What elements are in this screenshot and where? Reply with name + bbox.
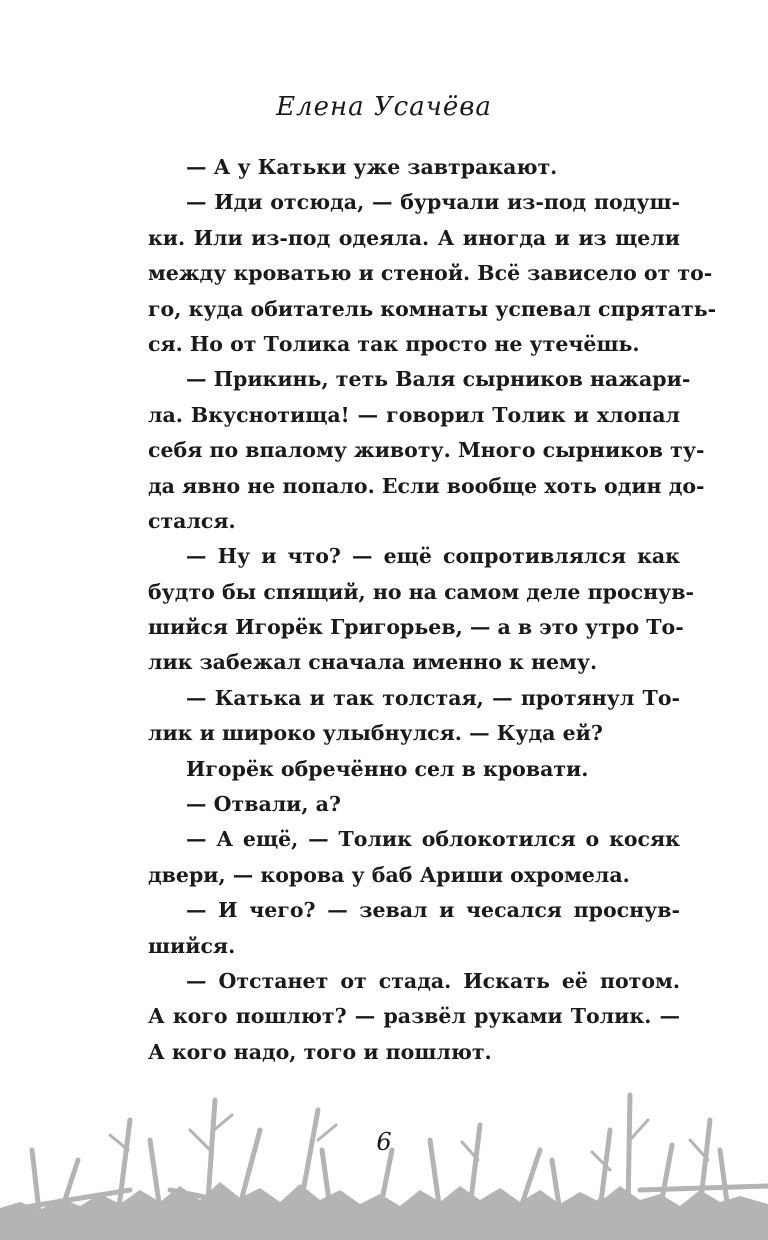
text-line-content: А кого пошлют? — развёл руками Толик. —: [148, 1004, 680, 1029]
text-line: [148, 539, 680, 574]
page-number: 6: [376, 1128, 392, 1156]
text-line-content: ки. Или из-под одеяла. А иногда и из щели: [148, 225, 680, 250]
text-line: [148, 221, 680, 256]
text-line-content: лик забежал сначала именно к нему.: [148, 650, 598, 675]
text-line-content: двери, — корова у баб Ариши охромела.: [148, 862, 630, 887]
text-line: [148, 681, 680, 716]
text-line-content: — Иди отсюда, — бурчали из-под подуш-: [186, 190, 680, 215]
text-line-content: — И чего? — зевал и чесался проснув-: [186, 898, 680, 923]
text-line-content: шийся.: [148, 933, 236, 958]
grass-silhouette-decoration: [0, 1090, 768, 1240]
text-line-content: А кого надо, того и пошлют.: [148, 1039, 492, 1064]
body-text: [148, 150, 717, 1070]
text-line: [148, 787, 680, 822]
text-line: [148, 645, 680, 680]
text-line-content: — Отстанет от стада. Искать её потом.: [186, 968, 680, 993]
text-line-content: ся. Но от Толика так просто не утечёшь.: [148, 331, 640, 356]
text-line-content: — А у Катьки уже завтракают.: [186, 155, 558, 179]
text-line: [148, 185, 680, 220]
text-line-content: стался.: [148, 508, 236, 533]
text-line-content: — Прикинь, теть Валя сырников нажари-: [186, 367, 691, 392]
text-line-content: между кроватью и стеной. Всё зависело от то-: [148, 261, 713, 286]
text-line: [148, 999, 680, 1034]
text-line: [148, 292, 717, 327]
text-line-content: — Ну и что? — ещё сопротивлялся как: [186, 544, 680, 569]
text-line: [148, 398, 680, 433]
text-line: [148, 469, 705, 504]
text-line: [148, 716, 680, 751]
text-line: [148, 929, 680, 964]
text-line-content: лик и широко улыбнулся. — Куда ей?: [148, 721, 603, 746]
text-line-content: себя по впалому животу. Много сырников ту-: [148, 438, 705, 463]
text-line: [148, 327, 680, 362]
text-line: [148, 893, 680, 928]
text-line: [148, 362, 691, 397]
text-line: [148, 1035, 680, 1070]
text-line-content: — А ещё, — Толик облокотился о косяк: [186, 827, 680, 852]
text-line: [148, 964, 680, 999]
text-line: [148, 433, 705, 468]
text-line: [148, 150, 680, 185]
text-line-content: будто бы спящий, но на самом деле проснув-: [148, 579, 694, 604]
text-line: [148, 504, 680, 539]
text-line-content: да явно не попало. Если вообще хоть один до-: [148, 473, 705, 498]
text-line: [148, 610, 684, 645]
text-line: [148, 575, 694, 610]
text-line-content: — Катька и так толстая, — протянул То-: [186, 685, 680, 710]
text-line-content: Игорёк обречённо сел в кровати.: [186, 756, 589, 781]
text-line-content: шийся Игорёк Григорьев, — а в это утро То-: [148, 615, 684, 640]
text-line-content: го, куда обитатель комнаты успевал спрятать-: [148, 296, 717, 321]
running-header: Елена Усачёва: [276, 92, 492, 122]
text-line-content: ла. Вкуснотища! — говорил Толик и хлопал: [148, 402, 680, 427]
text-line: [148, 858, 680, 893]
text-line: [148, 256, 713, 291]
text-line: [148, 822, 680, 857]
text-line-content: — Отвали, а?: [186, 792, 341, 817]
text-line: [148, 752, 680, 787]
